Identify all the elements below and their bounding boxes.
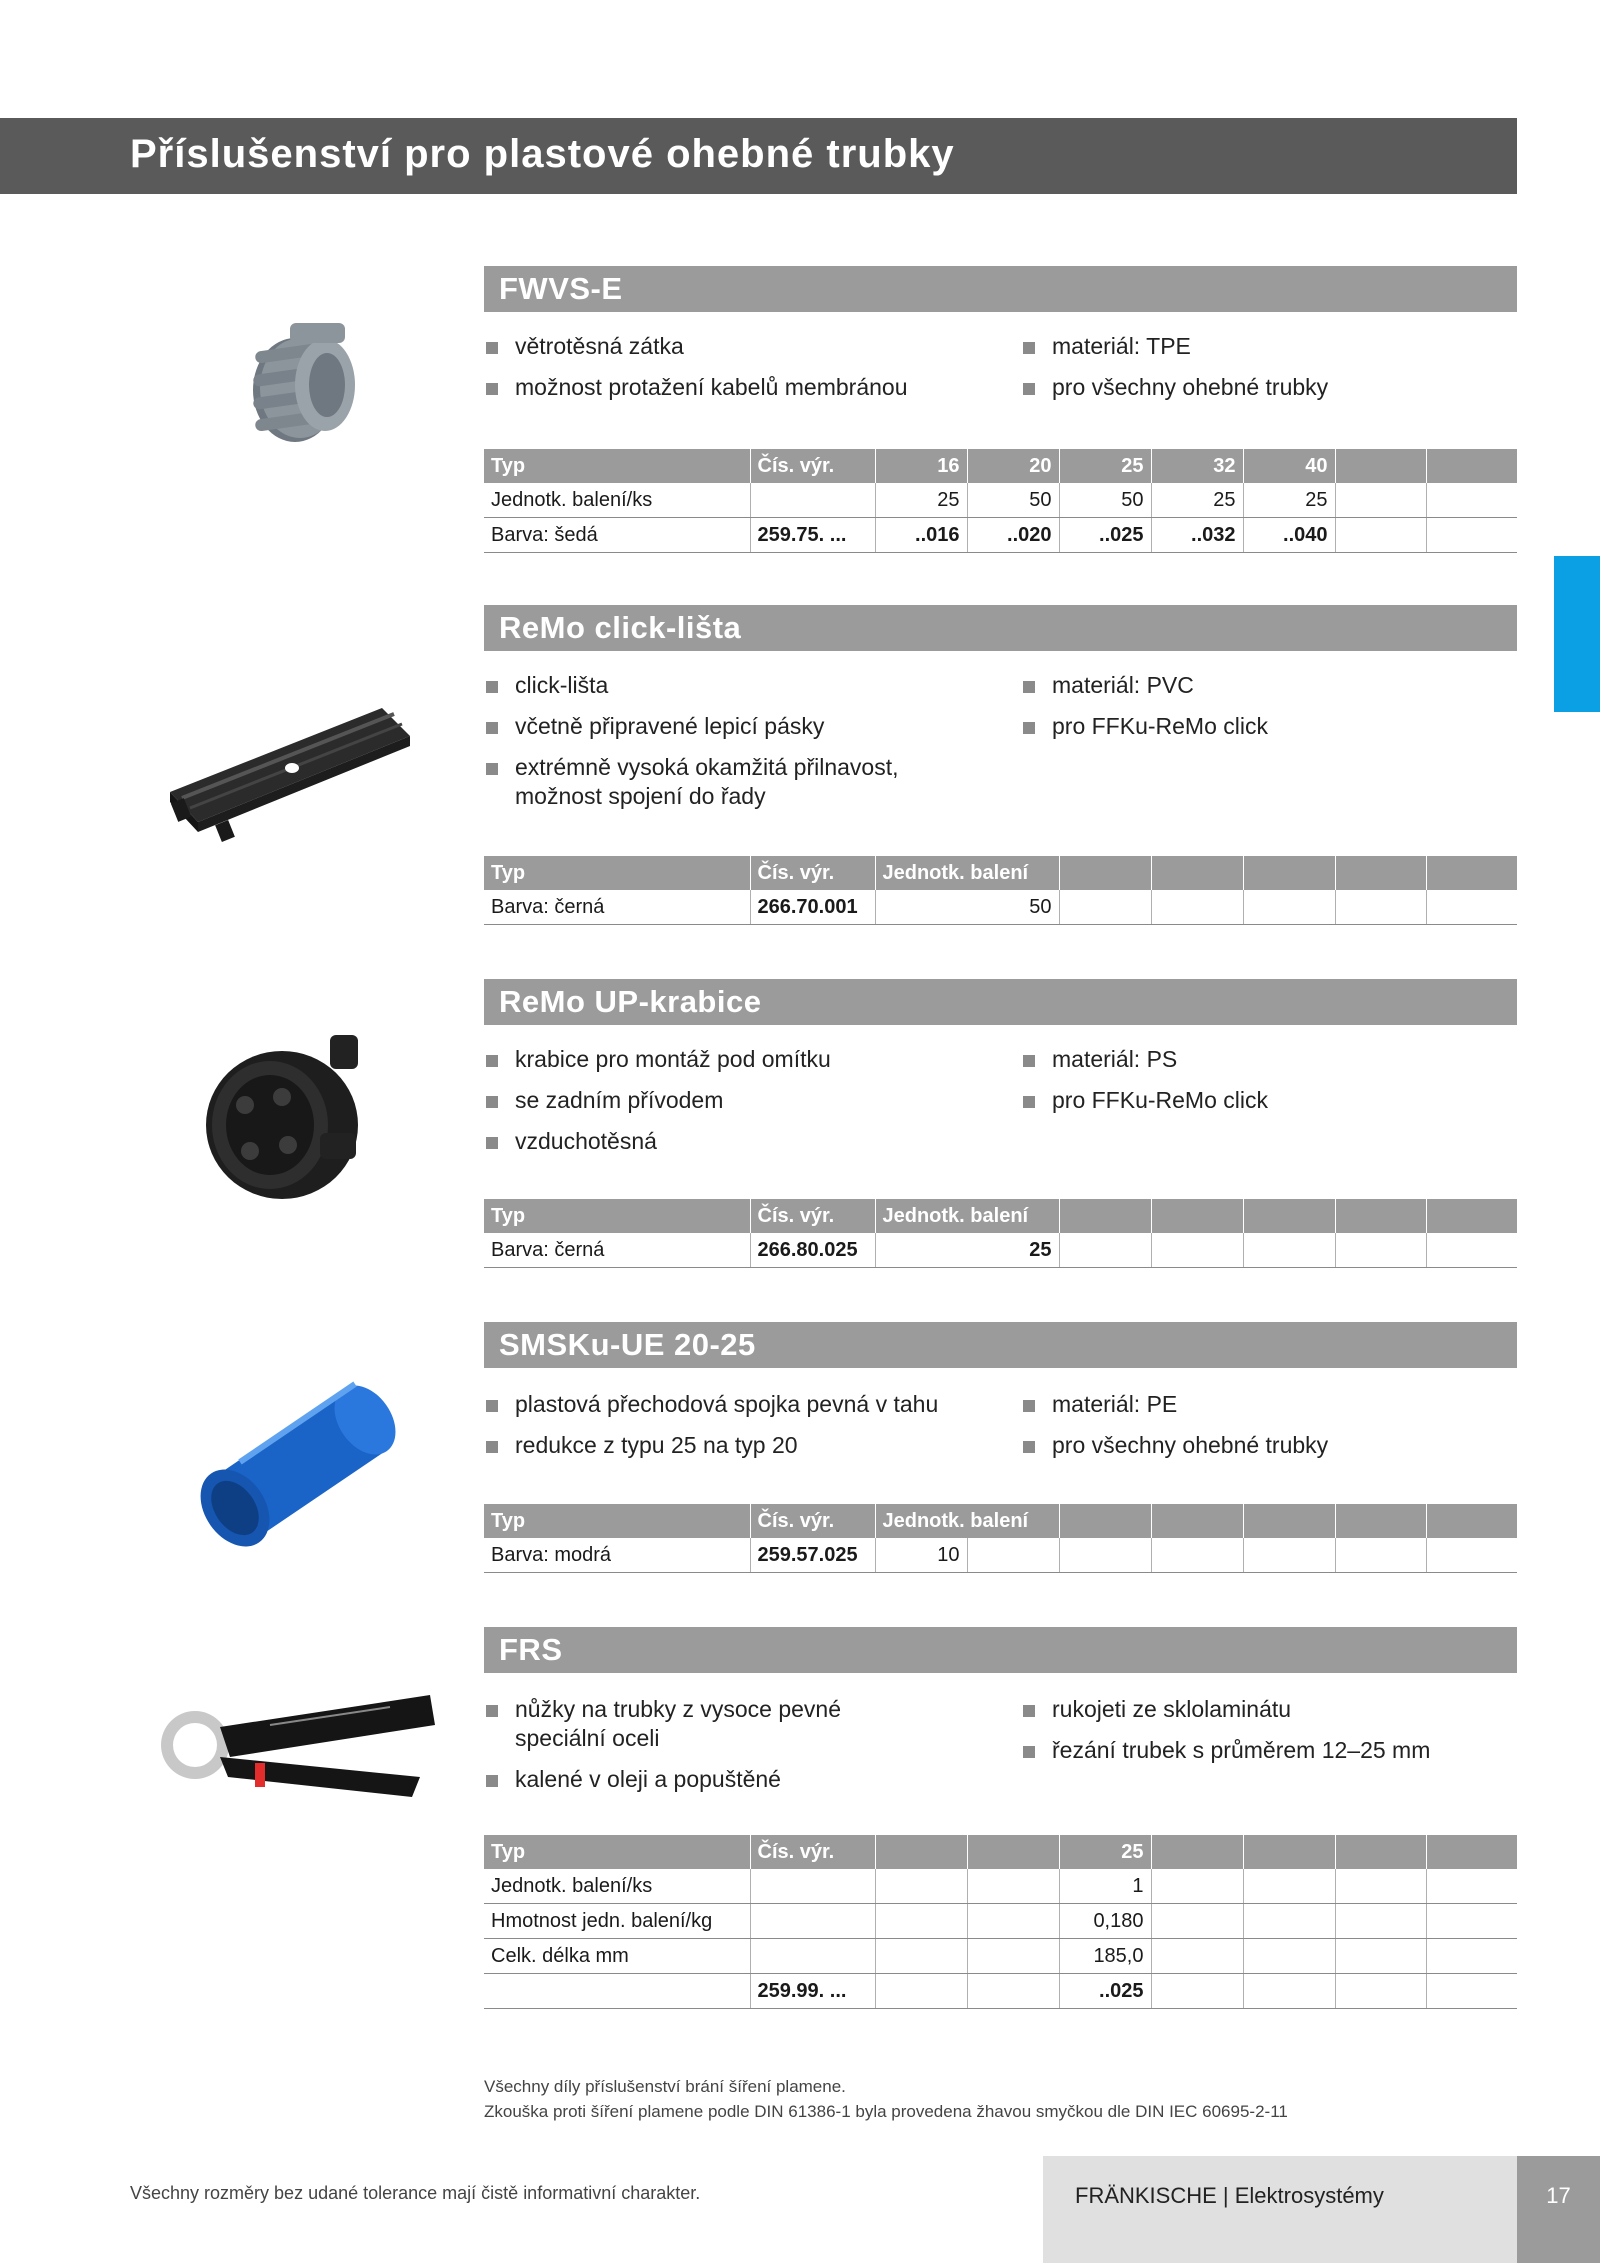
remo-click-rail-image [160, 700, 420, 850]
table-row: Barva: černá 266.70.001 50 [484, 890, 1517, 925]
note-line: Všechny díly příslušenství brání šíření plamene. [484, 2077, 846, 2096]
spec-table [484, 449, 1517, 553]
spec-table [484, 856, 1517, 925]
note-line: Zkouška proti šíření plamene podle DIN 61386-1 byla provedena žhavou smyčkou dle DIN IEC 60695-2-11 [484, 2102, 1288, 2121]
feature-item: pro FFKu-ReMo click [1021, 712, 1501, 741]
table-row: Barva: černá 266.80.025 25 [484, 1233, 1517, 1268]
page-number: 17 [1546, 2183, 1571, 2208]
feature-item: větrotěsná zátka [484, 332, 1004, 361]
product-section-remo-up-box [484, 979, 1517, 1261]
table-row: Jednotk. balení/ks 25 50 50 25 25 [484, 483, 1517, 518]
feature-item: materiál: PE [1021, 1390, 1501, 1419]
page-title: Příslušenství pro plastové ohebné trubky [130, 132, 955, 176]
table-header-row: Typ Čís. výr. 16 20 25 32 40 [484, 449, 1517, 483]
section-title: FWVS-E [499, 271, 623, 306]
smsku-coupling-image [180, 1370, 420, 1550]
table-row: Jednotk. balení/ks 1 [484, 1869, 1517, 1904]
feature-item: vzduchotěsná [484, 1127, 1004, 1156]
feature-list [484, 332, 1517, 420]
footer-brand-box [1043, 2156, 1517, 2263]
feature-item: plastová přechodová spojka pevná v tahu [484, 1390, 1004, 1419]
feature-item: click-lišta [484, 671, 1004, 700]
table-row: Celk. délka mm 185,0 [484, 1939, 1517, 1974]
feature-list [484, 671, 1517, 811]
table-header-row: Typ Čís. výr. Jednotk. balení [484, 1504, 1517, 1538]
fwvs-e-plug-image [225, 315, 375, 460]
footer-disclaimer: Všechny rozměry bez udané tolerance mají čistě informativní charakter. [130, 2183, 701, 2203]
section-header [484, 605, 1517, 651]
frs-pipe-cutter-image [150, 1685, 440, 1815]
feature-item: řezání trubek s průměrem 12–25 mm [1021, 1736, 1501, 1765]
product-section-smsku-ue [484, 1322, 1517, 1566]
feature-item: nůžky na trubky z vysoce pevné speciální oceli [484, 1695, 915, 1753]
feature-item: se zadním přívodem [484, 1086, 1004, 1115]
feature-item: extrémně vysoká okamžitá přilnavost, možnost spojení do řady [484, 753, 975, 811]
table-row: Hmotnost jedn. balení/kg 0,180 [484, 1904, 1517, 1939]
spec-table [484, 1504, 1517, 1573]
feature-item: včetně připravené lepicí pásky [484, 712, 1004, 741]
feature-item: pro všechny ohebné trubky [1021, 1431, 1501, 1460]
section-title: SMSKu-UE 20-25 [499, 1327, 756, 1362]
remo-up-box-image [190, 1025, 390, 1205]
spec-table [484, 1835, 1517, 2009]
page-number-box [1517, 2156, 1600, 2263]
feature-item: redukce z typu 25 na typ 20 [484, 1431, 1004, 1460]
feature-item: kalené v oleji a popuštěné [484, 1765, 1004, 1794]
section-header [484, 979, 1517, 1025]
table-header-row: Typ Čís. výr. Jednotk. balení [484, 1199, 1517, 1233]
table-header-row: Typ Čís. výr. Jednotk. balení [484, 856, 1517, 890]
table-header-row: Typ Čís. výr. 25 [484, 1835, 1517, 1869]
section-header [484, 1627, 1517, 1673]
footer-brand-text: FRÄNKISCHE | Elektrosystémy [1075, 2183, 1384, 2208]
feature-list [484, 1045, 1517, 1175]
section-title: ReMo click-lišta [499, 610, 742, 645]
table-row: Barva: modrá 259.57.025 10 [484, 1538, 1517, 1573]
product-section-fwvs-e [484, 266, 1517, 546]
product-section-remo-click-rail [484, 605, 1517, 918]
feature-item: krabice pro montáž pod omítku [484, 1045, 1004, 1074]
table-row: Barva: šedá 259.75. ... ..016 ..020 ..025 ..032 ..040 [484, 518, 1517, 553]
product-section-frs [484, 1627, 1517, 2002]
table-row: 259.99. ... ..025 [484, 1974, 1517, 2009]
feature-item: materiál: TPE [1021, 332, 1501, 361]
feature-item: pro FFKu-ReMo click [1021, 1086, 1501, 1115]
section-header [484, 266, 1517, 312]
spec-table [484, 1199, 1517, 1268]
section-title: ReMo UP-krabice [499, 984, 762, 1019]
section-title: FRS [499, 1632, 563, 1667]
feature-list [484, 1695, 1517, 1825]
side-tab-marker [1554, 556, 1600, 712]
section-header [484, 1322, 1517, 1368]
feature-item: pro všechny ohebné trubky [1021, 373, 1501, 402]
title-bar [0, 118, 1517, 194]
feature-item: materiál: PVC [1021, 671, 1501, 700]
flame-retardant-note [484, 2074, 1288, 2124]
feature-item: materiál: PS [1021, 1045, 1501, 1074]
feature-item: rukojeti ze sklolaminátu [1021, 1695, 1501, 1724]
feature-item: možnost protažení kabelů membránou [484, 373, 1004, 402]
feature-list [484, 1390, 1517, 1480]
